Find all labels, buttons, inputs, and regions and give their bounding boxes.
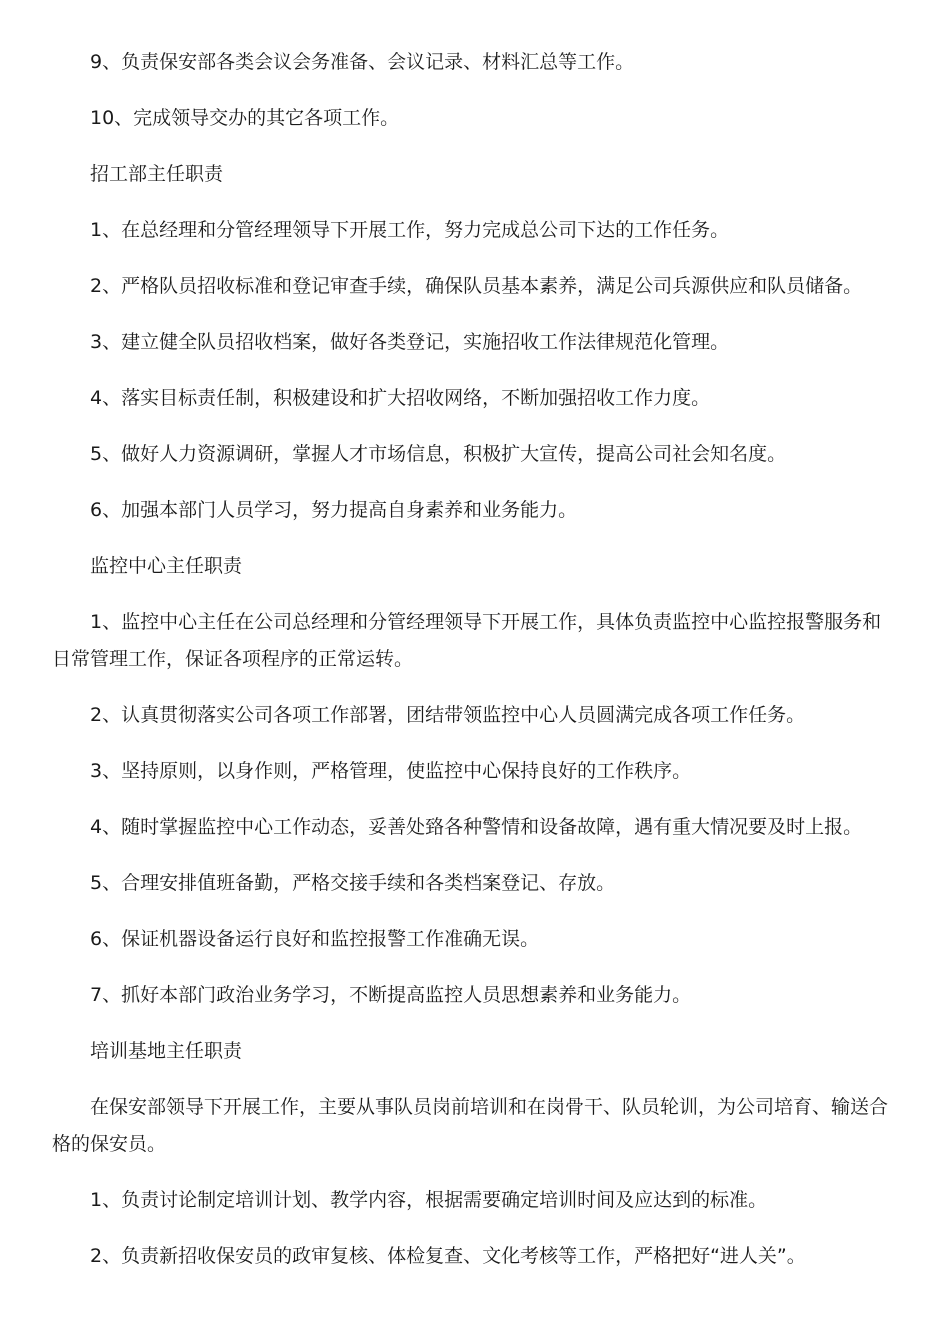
paragraph: 10、完成领导交办的其它各项工作。 bbox=[90, 107, 400, 129]
paragraph: 9、负责保安部各类会议会务准备、会议记录、材料汇总等工作。 bbox=[90, 51, 635, 73]
section-heading: 培训基地主任职责 bbox=[90, 1040, 243, 1062]
paragraph: 2、认真贯彻落实公司各项工作部署，团结带领监控中心人员圆满完成各项工作任务。 bbox=[90, 704, 806, 726]
paragraph: 2、负责新招收保安员的政审复核、体检复查、文化考核等工作，严格把好“进人关”。 bbox=[90, 1245, 806, 1267]
paragraph: 6、保证机器设备运行良好和监控报警工作准确无误。 bbox=[90, 928, 540, 950]
paragraph: 6、加强本部门人员学习，努力提高自身素养和业务能力。 bbox=[90, 499, 578, 521]
paragraph: 4、随时掌握监控中心工作动态，妥善处臵各种警情和设备故障，遇有重大情况要及时上报。 bbox=[90, 816, 863, 838]
paragraph: 3、坚持原则，以身作则，严格管理，使监控中心保持良好的工作秩序。 bbox=[90, 760, 692, 782]
paragraph: 7、抓好本部门政治业务学习，不断提高监控人员思想素养和业务能力。 bbox=[90, 984, 692, 1006]
section-heading: 招工部主任职责 bbox=[90, 163, 224, 185]
paragraph: 1、负责讨论制定培训计划、教学内容，根据需要确定培训时间及应达到的标准。 bbox=[90, 1189, 768, 1211]
paragraph: 5、做好人力资源调研，掌握人才市场信息，积极扩大宣传，提高公司社会知名度。 bbox=[90, 443, 787, 465]
document-page bbox=[52, 44, 898, 1294]
paragraph: 1、监控中心主任在公司总经理和分管经理领导下开展工作，具体负责监控中心监控报警服务和日常管理工作，保证各项程序的正常运转。 bbox=[52, 611, 882, 670]
paragraph: 3、建立健全队员招收档案，做好各类登记，实施招收工作法律规范化管理。 bbox=[90, 331, 730, 353]
paragraph: 5、合理安排值班备勤，严格交接手续和各类档案登记、存放。 bbox=[90, 872, 616, 894]
paragraph: 在保安部领导下开展工作，主要从事队员岗前培训和在岗骨干、队员轮训，为公司培育、输送合格的保安员。 bbox=[52, 1096, 889, 1155]
paragraph: 2、严格队员招收标准和登记审查手续，确保队员基本素养，满足公司兵源供应和队员储备。 bbox=[90, 275, 863, 297]
paragraph: 4、落实目标责任制，积极建设和扩大招收网络，不断加强招收工作力度。 bbox=[90, 387, 711, 409]
paragraph: 1、在总经理和分管经理领导下开展工作，努力完成总公司下达的工作任务。 bbox=[90, 219, 730, 241]
section-heading: 监控中心主任职责 bbox=[90, 555, 243, 577]
